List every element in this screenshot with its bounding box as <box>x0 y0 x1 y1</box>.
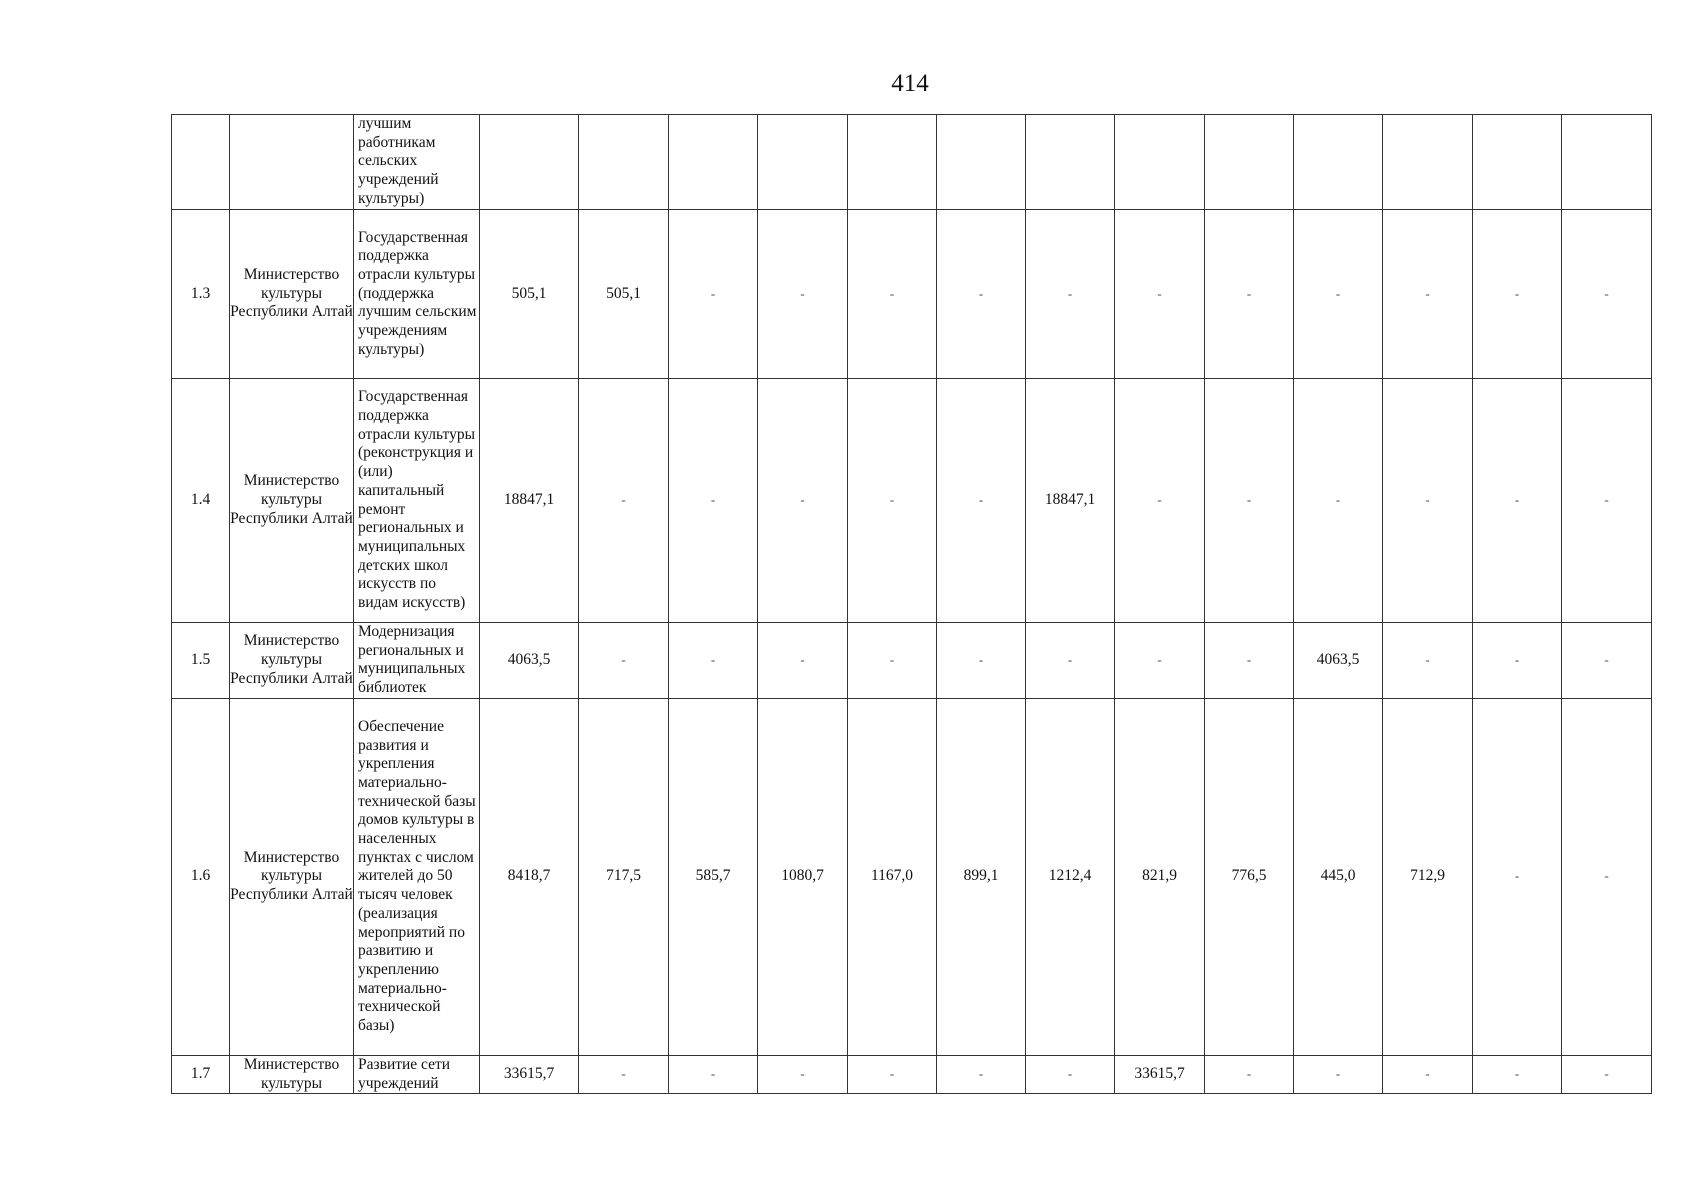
activity-name-cell: Обеспечение развития и укрепления материально-технической базы домов культуры в населенных пунктах с числом жителей до 50 тысяч человек (реализация мероприятий по развитию и укреплению материально-технической базы) <box>354 698 480 1055</box>
value-cell: - <box>669 1055 758 1093</box>
organization-cell <box>230 115 354 210</box>
value-cell: - <box>1383 210 1473 379</box>
value-cell: - <box>1562 698 1652 1055</box>
value-cell: 505,1 <box>480 210 579 379</box>
value-cell: 821,9 <box>1115 698 1205 1055</box>
value-cell: - <box>1205 1055 1294 1093</box>
value-cell: - <box>1205 210 1294 379</box>
value-cell: - <box>1115 210 1205 379</box>
value-cell: - <box>848 623 937 699</box>
value-cell: - <box>1205 379 1294 623</box>
value-cell: - <box>1473 623 1562 699</box>
organization-cell: Министерство культуры <box>230 1055 354 1093</box>
value-cell <box>579 115 669 210</box>
value-cell: 899,1 <box>937 698 1026 1055</box>
page-number: 414 <box>891 70 929 97</box>
value-cell: - <box>937 210 1026 379</box>
value-cell: - <box>937 379 1026 623</box>
value-cell: - <box>1562 623 1652 699</box>
value-cell: 1080,7 <box>758 698 848 1055</box>
value-cell <box>1115 115 1205 210</box>
table-row <box>172 115 1652 210</box>
value-cell <box>758 115 848 210</box>
value-cell: - <box>758 379 848 623</box>
row-number-cell: 1.3 <box>172 210 230 379</box>
value-cell <box>848 115 937 210</box>
value-cell: 18847,1 <box>480 379 579 623</box>
value-cell: - <box>1294 1055 1383 1093</box>
value-cell <box>1473 115 1562 210</box>
value-cell: 717,5 <box>579 698 669 1055</box>
value-cell: - <box>1473 698 1562 1055</box>
value-cell: - <box>937 1055 1026 1093</box>
value-cell <box>937 115 1026 210</box>
value-cell <box>480 115 579 210</box>
value-cell: - <box>669 379 758 623</box>
value-cell: - <box>1115 379 1205 623</box>
value-cell: - <box>1383 623 1473 699</box>
value-cell: - <box>1562 379 1652 623</box>
value-cell: 712,9 <box>1383 698 1473 1055</box>
value-cell: 445,0 <box>1294 698 1383 1055</box>
organization-cell: Министерство культуры Республики Алтай <box>230 210 354 379</box>
value-cell: - <box>1562 1055 1652 1093</box>
value-cell <box>1205 115 1294 210</box>
row-number-cell: 1.6 <box>172 698 230 1055</box>
value-cell: - <box>848 1055 937 1093</box>
activity-name-cell: Государственная поддержка отрасли культуры (реконструкция и (или) капитальный ремонт региональных и муниципальных детских школ искусств по видам искусств) <box>354 379 480 623</box>
value-cell: - <box>1026 623 1115 699</box>
value-cell: - <box>1473 1055 1562 1093</box>
value-cell: 4063,5 <box>480 623 579 699</box>
value-cell: - <box>758 210 848 379</box>
row-number-cell: 1.4 <box>172 379 230 623</box>
value-cell: 18847,1 <box>1026 379 1115 623</box>
value-cell: - <box>1383 379 1473 623</box>
value-cell: - <box>848 210 937 379</box>
table-row <box>172 623 1652 699</box>
value-cell: - <box>1294 379 1383 623</box>
value-cell: 776,5 <box>1205 698 1294 1055</box>
value-cell: - <box>937 623 1026 699</box>
value-cell: - <box>758 623 848 699</box>
value-cell <box>669 115 758 210</box>
value-cell: - <box>579 1055 669 1093</box>
row-number-cell: 1.7 <box>172 1055 230 1093</box>
row-number-cell <box>172 115 230 210</box>
value-cell: - <box>1473 210 1562 379</box>
value-cell: - <box>1026 1055 1115 1093</box>
value-cell: 585,7 <box>669 698 758 1055</box>
value-cell: - <box>669 210 758 379</box>
activity-name-cell: лучшим работникам сельских учреждений культуры) <box>354 115 480 210</box>
organization-cell: Министерство культуры Республики Алтай <box>230 698 354 1055</box>
value-cell: - <box>1294 210 1383 379</box>
value-cell: - <box>579 379 669 623</box>
value-cell <box>1294 115 1383 210</box>
organization-cell: Министерство культуры Республики Алтай <box>230 623 354 699</box>
value-cell: - <box>848 379 937 623</box>
row-number-cell: 1.5 <box>172 623 230 699</box>
value-cell: - <box>1383 1055 1473 1093</box>
value-cell: - <box>1562 210 1652 379</box>
activity-name-cell: Модернизация региональных и муниципальных библиотек <box>354 623 480 699</box>
activity-name-cell: Развитие сети учреждений <box>354 1055 480 1093</box>
value-cell: - <box>1115 623 1205 699</box>
value-cell: 1167,0 <box>848 698 937 1055</box>
value-cell: 505,1 <box>579 210 669 379</box>
budget-table <box>171 114 1652 1094</box>
value-cell: 4063,5 <box>1294 623 1383 699</box>
value-cell: - <box>579 623 669 699</box>
value-cell: - <box>669 623 758 699</box>
value-cell <box>1383 115 1473 210</box>
table-row <box>172 698 1652 1055</box>
table-row <box>172 210 1652 379</box>
value-cell: 1212,4 <box>1026 698 1115 1055</box>
value-cell: 33615,7 <box>1115 1055 1205 1093</box>
table-row <box>172 1055 1652 1093</box>
value-cell: - <box>1026 210 1115 379</box>
value-cell <box>1026 115 1115 210</box>
value-cell: - <box>758 1055 848 1093</box>
value-cell: - <box>1473 379 1562 623</box>
activity-name-cell: Государственная поддержка отрасли культуры (поддержка лучшим сельским учреждениям культуры) <box>354 210 480 379</box>
value-cell: 33615,7 <box>480 1055 579 1093</box>
table-row <box>172 379 1652 623</box>
value-cell <box>1562 115 1652 210</box>
value-cell: 8418,7 <box>480 698 579 1055</box>
value-cell: - <box>1205 623 1294 699</box>
organization-cell: Министерство культуры Республики Алтай <box>230 379 354 623</box>
